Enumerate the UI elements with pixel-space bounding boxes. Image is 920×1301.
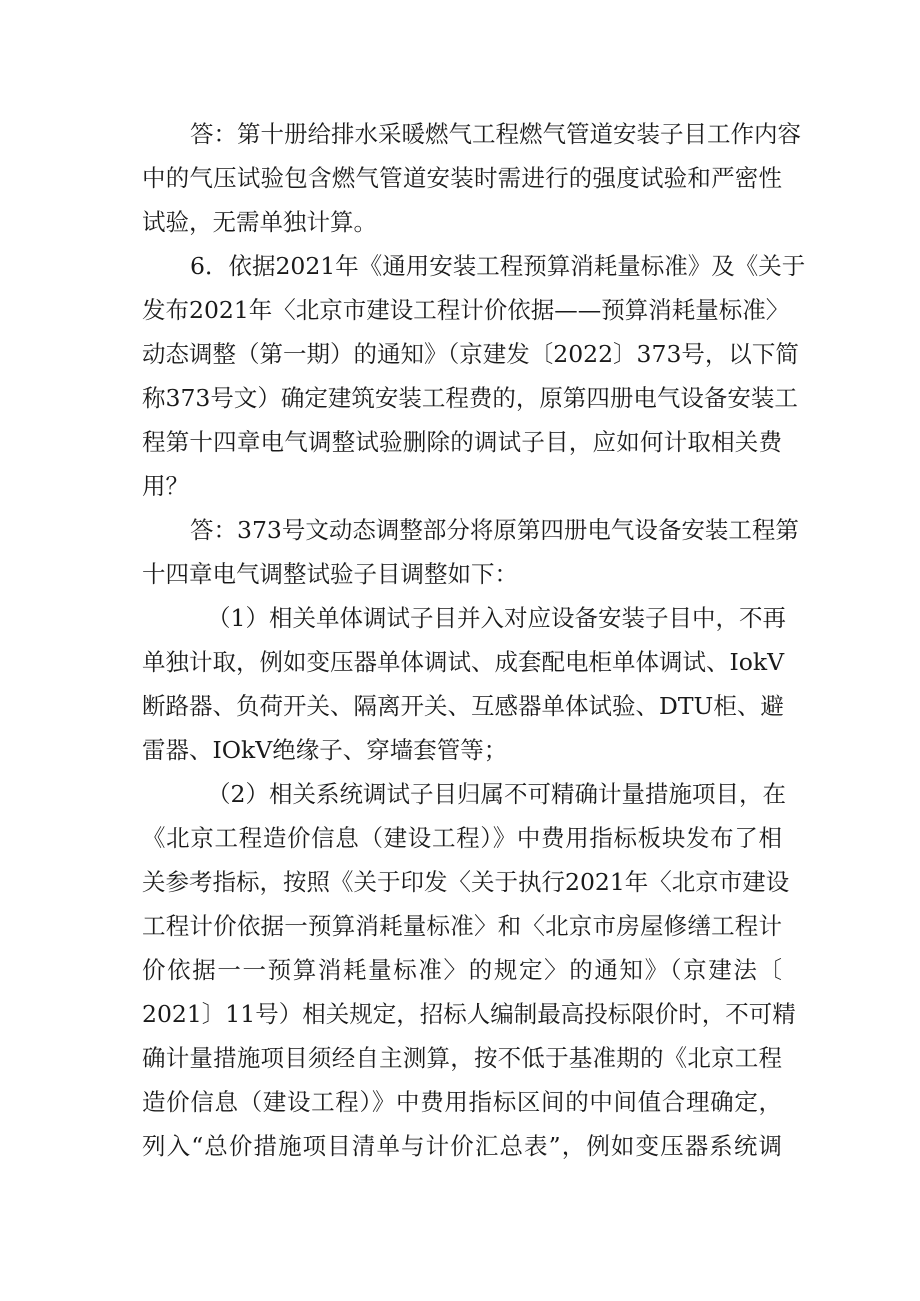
text-line: （2）相关系统调试子目归属不可精确计量措施项目，在 xyxy=(207,780,786,808)
text-line: 动态调整（第一期）的通知》（京建发〔2022〕373号，以下简 xyxy=(142,340,799,368)
text-line: 雷器、IOkV绝缘子、穿墙套管等； xyxy=(142,736,508,764)
text-line: 工程计价依据一预算消耗量标准〉和〈北京市房屋修缮工程计 xyxy=(142,912,782,940)
text-line: 关参考指标，按照《关于印发〈关于执行2021年〈北京市建设 xyxy=(142,868,790,896)
text-line: （1）相关单体调试子目并入对应设备安装子目中，不再 xyxy=(207,604,786,632)
text-line: 2021〕11号）相关规定，招标人编制最高投标限价时，不可精 xyxy=(142,1000,796,1028)
text-line: 答：第十册给排水采暖燃气工程燃气管道安装子目工作内容 xyxy=(190,120,801,148)
text-line: 十四章电气调整试验子目调整如下： xyxy=(142,560,518,588)
text-line: 《北京工程造价信息（建设工程）》中费用指标板块发布了相 xyxy=(142,824,782,852)
text-line: 确计量措施项目须经自主测算，按不低于基准期的《北京工程 xyxy=(142,1044,782,1072)
text-line: 价依据一一预算消耗量标准〉的规定〉的通知》（京建法〔 xyxy=(142,956,782,984)
text-line: 答：373号文动态调整部分将原第四册电气设备安装工程第 xyxy=(190,516,799,544)
text-line: 程第十四章电气调整试验删除的调试子目，应如何计取相关费 xyxy=(142,428,782,456)
text-line: 发布2021年〈北京市建设工程计价依据——预算消耗量标准〉 xyxy=(142,296,790,324)
text-line: 试验，无需单独计算。 xyxy=(142,208,377,236)
text-line: 用？ xyxy=(142,472,189,500)
text-line: 造价信息（建设工程）》中费用指标区间的中间值合理确定， xyxy=(142,1088,782,1116)
text-line: 6．依据2021年《通用安装工程预算消耗量标准》及《关于 xyxy=(190,252,806,280)
text-line: 列入“总价措施项目清单与计价汇总表”，例如变压器系统调 xyxy=(142,1132,782,1160)
text-line: 断路器、负荷开关、隔离开关、互感器单体试验、DTU柜、避 xyxy=(142,692,784,720)
text-line: 中的气压试验包含燃气管道安装时需进行的强度试验和严密性 xyxy=(142,164,782,192)
text-line: 单独计取，例如变压器单体调试、成套配电柜单体调试、IokV xyxy=(142,648,785,676)
text-line: 称373号文）确定建筑安装工程费的，原第四册电气设备安装工 xyxy=(142,384,798,412)
